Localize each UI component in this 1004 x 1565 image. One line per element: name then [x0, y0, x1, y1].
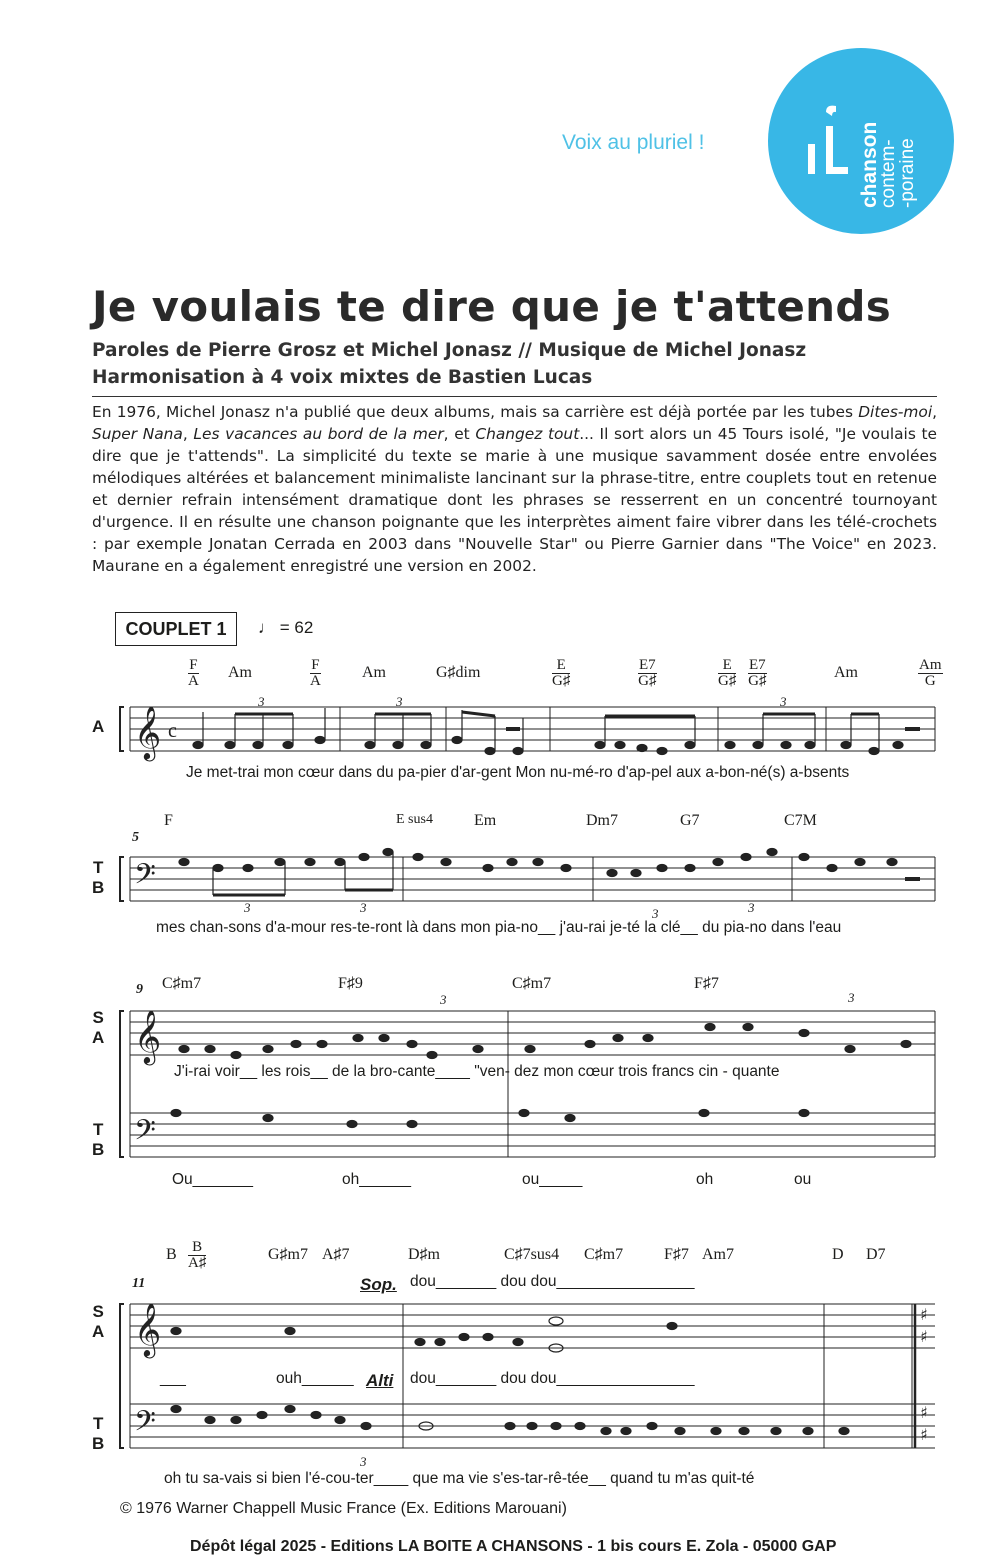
chord: G♯dim [436, 664, 481, 681]
badge-line-3: -poraine [897, 138, 918, 208]
voice-label-soprano-alto: S A [92, 1008, 105, 1047]
voice-label-alto: A [92, 717, 105, 736]
chord: Dm7 [586, 812, 618, 829]
svg-text:3: 3 [440, 992, 447, 1007]
voice-label-tenor-bass: T B [92, 1120, 105, 1159]
svg-text:3: 3 [748, 900, 755, 915]
lyrics-word: ouh______ [276, 1370, 354, 1387]
credits-line-2: Harmonisation à 4 voix mixtes de Bastien Lucas [92, 367, 593, 388]
voice-label-tenor-bass: T B [92, 1414, 105, 1453]
svg-text:3: 3 [780, 694, 787, 709]
chord: Am [834, 664, 858, 681]
tagline: Voix au pluriel ! [562, 131, 705, 154]
chord: Am [362, 664, 386, 681]
chord: C7M [784, 812, 817, 829]
slash-chord: F A [188, 657, 199, 689]
legal-notice: Dépôt légal 2025 - Editions LA BOITE A CHANSONS - 1 bis cours E. Zola - 05000 GAP [190, 1538, 837, 1555]
voice-label-tenor-bass: T B [92, 858, 105, 897]
treble-clef-icon: 𝄞 [134, 705, 162, 759]
svg-text:3: 3 [652, 906, 659, 921]
chord: D7 [866, 1246, 886, 1263]
slash-chord: E7 G♯ [748, 657, 767, 689]
chord: F♯7 [694, 975, 719, 992]
svg-text:3: 3 [244, 900, 251, 915]
slash-chord: Am G [919, 657, 942, 689]
chord: F [164, 812, 173, 829]
svg-text:3: 3 [396, 694, 403, 709]
chord: Am7 [702, 1246, 734, 1263]
lyrics-word: oh______ [342, 1171, 411, 1188]
chord: D♯m [408, 1246, 440, 1263]
chord: C♯m7 [512, 975, 552, 992]
chord: G7 [680, 812, 700, 829]
svg-text:3: 3 [360, 900, 367, 915]
measure-number: 9 [136, 982, 143, 997]
sharp-icon: ♯ [920, 1403, 928, 1422]
credits-line-1: Paroles de Pierre Grosz et Michel Jonasz // Musique de Michel Jonasz [92, 340, 807, 361]
lyrics-word: ___ [160, 1370, 186, 1387]
chord: C♯7sus4 [504, 1246, 560, 1263]
slash-chord: F A [310, 657, 321, 689]
lyrics-line: Je met-trai mon cœur dans du pa-pier d'ar-gent Mon nu-mé-ro d'ap-pel aux a-bon-né(s) a-bsents [186, 764, 850, 781]
song-title-4: Changez tout [475, 425, 580, 443]
intro-text: En 1976, Michel Jonasz n'a publié que deux albums, mais sa carrière est déjà portée par les tubes [92, 403, 859, 421]
svg-text:3: 3 [360, 1454, 367, 1469]
soprano-label: Sop. [360, 1275, 397, 1294]
lyrics-word: ou [794, 1171, 812, 1188]
separator: , [182, 425, 194, 443]
chord: G♯m7 [268, 1246, 308, 1263]
sharp-icon: ♯ [920, 1305, 928, 1324]
alti-label: Alti [366, 1371, 394, 1390]
lyrics-word: oh [696, 1171, 714, 1188]
badge-line-1: chanson [858, 121, 881, 208]
copyright: © 1976 Warner Chappell Music France (Ex. Editions Marouani) [120, 1500, 567, 1517]
quarter-note-icon: ♩ [258, 618, 275, 637]
tempo-value: = 62 [279, 618, 314, 637]
sharp-icon: ♯ [920, 1425, 928, 1444]
chord: C♯m7 [162, 975, 202, 992]
chord: C♯m7 [584, 1246, 624, 1263]
song-title-2: Super Nana [92, 425, 183, 443]
chord: F♯9 [338, 975, 363, 992]
lyrics-line: J'i-rai voir__ les rois__ de la bro-cante____ "ven- dez mon cœur trois francs cin - quante [174, 1063, 780, 1080]
sharp-icon: ♯ [920, 1327, 928, 1346]
time-signature-c: c [168, 720, 177, 742]
song-title-3: Les vacances au bord de la mer [193, 425, 444, 443]
bass-clef-icon: 𝄢 [134, 1114, 156, 1154]
chord: D [832, 1246, 844, 1263]
svg-text:3: 3 [848, 990, 855, 1005]
badge-line-2: contem- [878, 139, 899, 208]
slash-chord: E G♯ [552, 657, 571, 689]
bass-clef-icon: 𝄢 [134, 1405, 156, 1445]
slash-chord: E7 G♯ [638, 657, 657, 689]
chord: F♯7 [664, 1246, 689, 1263]
section-label: COUPLET 1 [115, 612, 237, 646]
intro-text-2: ... Il sort alors un 45 Tours isolé, "Je voulais te dire que je t'attends". La simplicité du texte se marie à une musique savamment dosée entre envolées mélodiques altérées et balancement minimaliste lancinant sur la phrase-titre, entre couplets tout en retenue et dernier refrain intensément dramatique dont les phrases se resserrent en un concentré tournoyant d'urgence. Il en résulte une chanson poignante que les interprètes aiment faire vibrer dans les télé-crochets : par exemple Jonatan Cerrada en 2003 dans "Nouvelle Star" ou Pierre Garnier dans "The Voice" en 2023. Maurane en a également enregistré une version en 2002. [92, 425, 937, 575]
staff-system-3 [120, 1011, 935, 1157]
chord: A♯7 [322, 1246, 350, 1263]
measure-number: 5 [132, 830, 139, 845]
lyrics-line: dou_______ dou dou________________ [410, 1273, 695, 1290]
separator: , et [443, 425, 476, 443]
voice-label-soprano-alto: S A [92, 1302, 105, 1341]
measure-number: 11 [132, 1276, 146, 1291]
page-title: Je voulais te dire que je t'attends [92, 282, 892, 331]
chord: Em [474, 812, 497, 829]
song-title-1: Dites-moi [858, 403, 933, 421]
slash-chord: B A♯ [188, 1239, 207, 1271]
lyrics-word: Ou_______ [172, 1171, 254, 1188]
lyrics-line: oh tu sa-vais si bien l'é-cou-ter____ que ma vie s'es-tar-rê-tée__ quand tu m'as quit-té [164, 1470, 755, 1487]
separator: , [932, 403, 937, 421]
lyrics-line: mes chan-sons d'a-mour res-te-ront là dans mon pia-no__ j'au-rai je-té la clé__ du pia-no dans l'eau [156, 919, 842, 936]
lyrics-line: dou_______ dou dou________________ [410, 1370, 695, 1387]
svg-text:3: 3 [258, 694, 265, 709]
bass-clef-icon: 𝄢 [134, 858, 156, 898]
chord: B [166, 1246, 177, 1263]
slash-chord: E G♯ [718, 657, 737, 689]
chord: E sus4 [396, 812, 433, 827]
treble-clef-icon: 𝄞 [134, 1302, 162, 1356]
treble-clef-icon: 𝄞 [134, 1009, 162, 1063]
lyrics-word: ou_____ [522, 1171, 583, 1188]
chord: Am [228, 664, 252, 681]
